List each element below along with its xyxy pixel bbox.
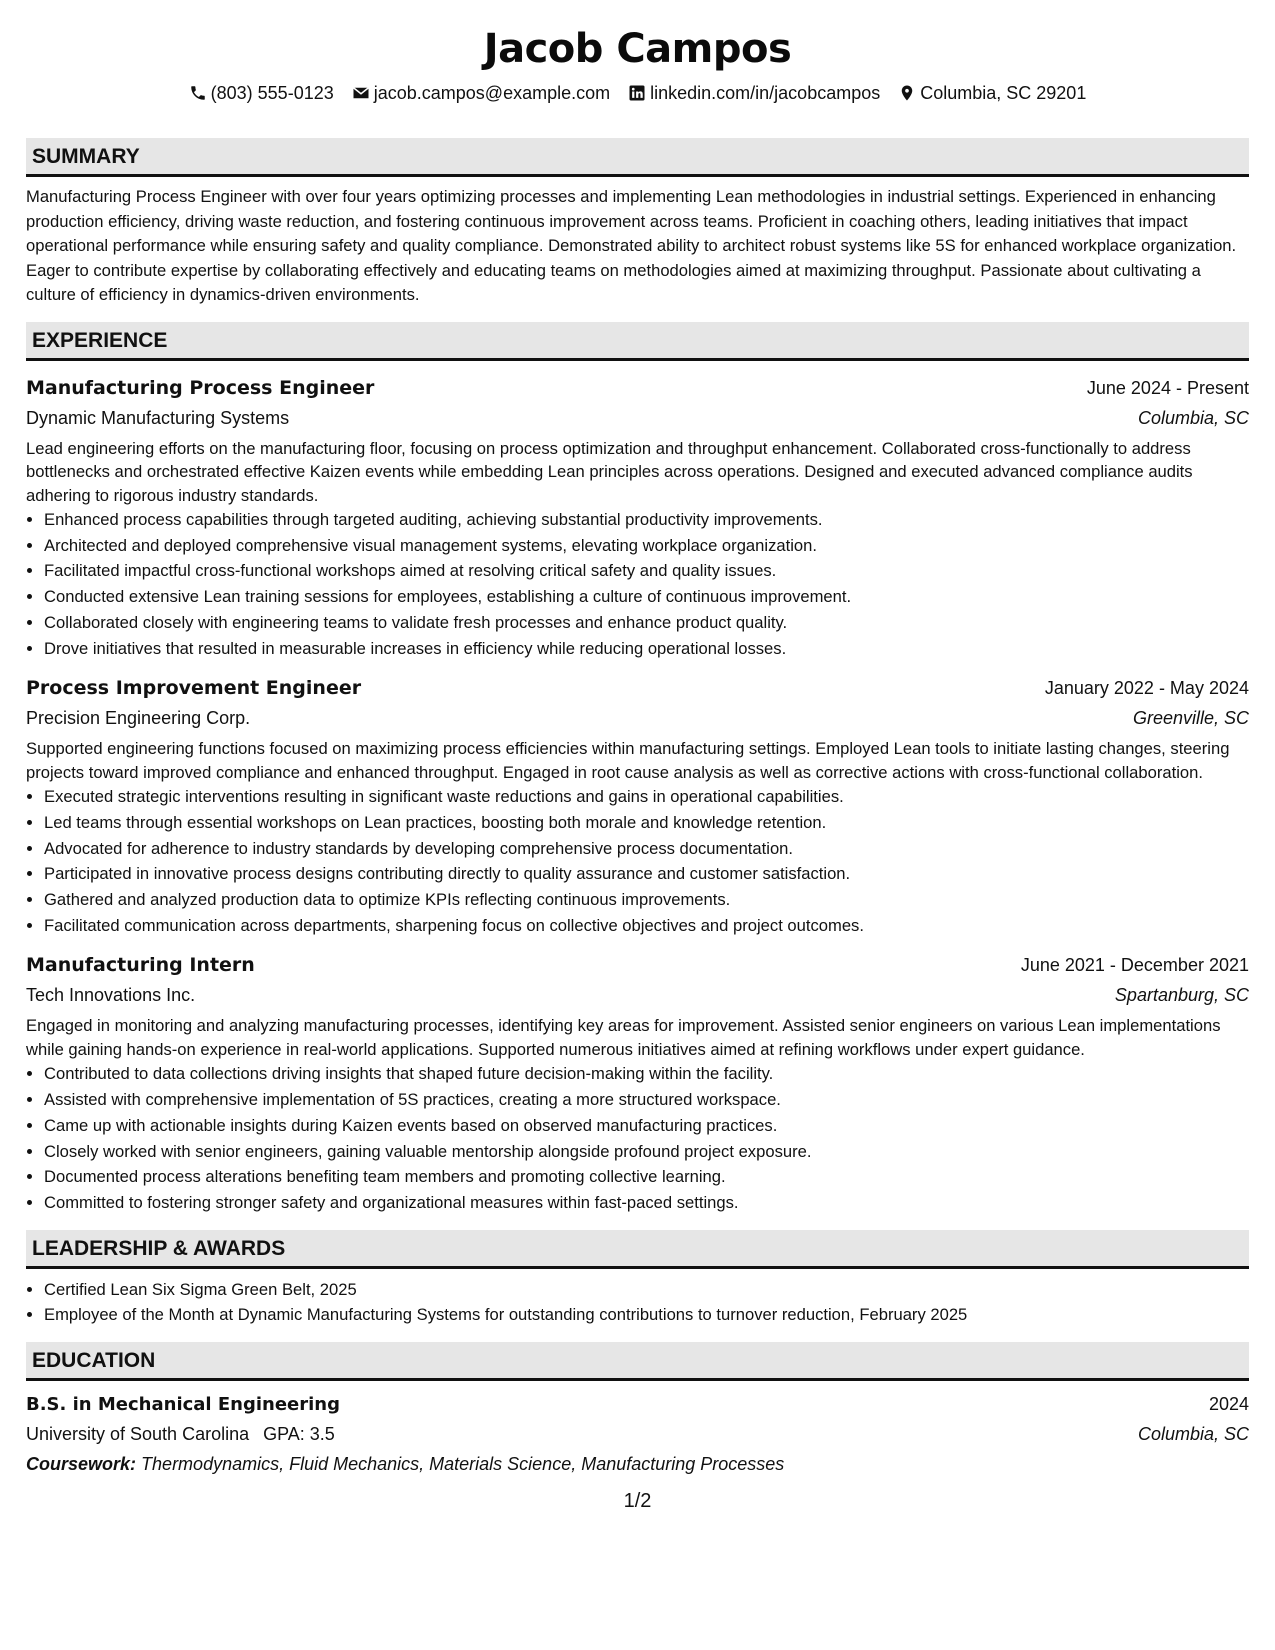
location-text: Columbia, SC 29201: [920, 82, 1087, 103]
list-item: • Facilitated impactful cross-functional workshops aimed at resolving critical safety and quality issues.: [44, 558, 1249, 584]
list-item: • Conducted extensive Lean training sessions for employees, establishing a culture of continuous improvement.: [44, 584, 1249, 610]
phone-icon: [189, 84, 207, 102]
job-bullets: [26, 507, 1249, 661]
education-year: 2024: [1208, 1394, 1249, 1415]
job-bullets: [26, 1061, 1249, 1215]
education-school: University of South Carolina: [26, 1424, 250, 1445]
list-item: • Certified Lean Six Sigma Green Belt, 2025: [44, 1277, 1249, 1303]
job-bullets: [26, 784, 1249, 938]
page-number: 1/2: [623, 1490, 652, 1512]
list-item: • Employee of the Month at Dynamic Manufacturing Systems for outstanding contributions to turnover reduction, February 2025: [44, 1302, 1249, 1328]
job-description: Engaged in monitoring and analyzing manufacturing processes, identifying key areas for improvement. Assisted senior engineers on various Lean implementations while gaining hands-on experience in real-world applications. Supported numerous initiatives aimed at refining workflows under expert guidance.: [26, 1016, 1221, 1059]
leadership-list: [26, 1277, 1249, 1328]
job-title: Manufacturing Intern: [26, 954, 255, 977]
phone-text: (803) 555-0123: [210, 82, 334, 103]
summary-heading: SUMMARY: [26, 138, 1249, 177]
job-description: Supported engineering functions focused on maximizing process efficiencies within manufacturing settings. Employed Lean tools to initiate lasting changes, steering projects toward improved compliance and enhanced throughput. Engaged in root cause analysis as well as corrective actions with cross-functional collaboration.: [26, 739, 1230, 782]
list-item: • Documented process alterations benefiting team members and promoting collective learning.: [44, 1164, 1249, 1190]
leadership-heading: LEADERSHIP & AWARDS: [26, 1230, 1249, 1269]
map-pin-icon: [898, 84, 916, 102]
list-item: • Came up with actionable insights during Kaizen events based on observed manufacturing practices.: [44, 1113, 1249, 1139]
candidate-name: Jacob Campos: [483, 26, 792, 72]
job-location: Spartanburg, SC: [1114, 985, 1249, 1006]
job-dates: June 2024 - Present: [1086, 377, 1249, 398]
job-entry: [26, 950, 1249, 1215]
job-company: Precision Engineering Corp.: [26, 708, 251, 729]
education-heading: EDUCATION: [26, 1342, 1249, 1381]
list-item: • Closely worked with senior engineers, gaining valuable mentorship alongside profound project exposure.: [44, 1139, 1249, 1165]
job-entry: [26, 373, 1249, 662]
list-item: • Facilitated communication across departments, sharpening focus on collective objectives and project outcomes.: [44, 913, 1249, 939]
coursework-label: Coursework:: [26, 1454, 137, 1475]
list-item: • Participated in innovative process designs contributing directly to quality assurance and customer satisfaction.: [44, 861, 1249, 887]
education-school-line: [26, 1419, 335, 1449]
job-dates: June 2021 - December 2021: [1020, 955, 1249, 976]
coursework-list: Thermodynamics, Fluid Mechanics, Materials Science, Manufacturing Processes: [141, 1454, 785, 1475]
list-item: • Executed strategic interventions resulting in significant waste reductions and gains in operational capabilities.: [44, 784, 1249, 810]
contact-location: [898, 83, 1086, 104]
job-description: Lead engineering efforts on the manufacturing floor, focusing on process optimization and throughput enhancement. Collaborated cross-functionally to address bottlenecks and orchestrated effective Kaizen events while embedding Lean principles across operations. Designed and executed advanced compliance audits adhering to rigorous industry standards.: [26, 438, 1193, 505]
list-item: • Enhanced process capabilities through targeted auditing, achieving substantial productivity improvements.: [44, 507, 1249, 533]
education-coursework: [26, 1449, 1249, 1479]
contact-bar: [26, 78, 1249, 108]
job-entry: [26, 673, 1249, 938]
job-title: Manufacturing Process Engineer: [26, 376, 375, 399]
experience-heading: EXPERIENCE: [26, 322, 1249, 361]
education-degree: B.S. in Mechanical Engineering: [26, 1394, 341, 1416]
resume-page: [26, 0, 1249, 1479]
list-item: • Contributed to data collections driving insights that shaped future decision-making within the facility.: [44, 1061, 1249, 1087]
job-location: Columbia, SC: [1137, 407, 1249, 428]
education-location: Columbia, SC: [1137, 1424, 1249, 1445]
list-item: • Advocated for adherence to industry standards by developing comprehensive process documentation.: [44, 836, 1249, 862]
job-location: Greenville, SC: [1132, 708, 1249, 729]
list-item: • Led teams through essential workshops on Lean practices, boosting both morale and knowledge retention.: [44, 810, 1249, 836]
envelope-icon: [352, 84, 370, 102]
job-title: Process Improvement Engineer: [26, 677, 362, 700]
list-item: • Architected and deployed comprehensive visual management systems, elevating workplace organization.: [44, 533, 1249, 559]
contact-linkedin[interactable]: [628, 83, 880, 104]
list-item: • Gathered and analyzed production data to optimize KPIs reflecting continuous improvements.: [44, 887, 1249, 913]
list-item: • Assisted with comprehensive implementation of 5S practices, creating a more structured workspace.: [44, 1087, 1249, 1113]
contact-phone[interactable]: [189, 83, 334, 104]
linkedin-text: linkedin.com/in/jacobcampos: [650, 82, 881, 103]
email-text: jacob.campos@example.com: [373, 82, 611, 103]
education-gpa: GPA: 3.5: [263, 1424, 335, 1445]
job-company: Tech Innovations Inc.: [26, 985, 196, 1006]
job-company: Dynamic Manufacturing Systems: [26, 407, 290, 428]
job-dates: January 2022 - May 2024: [1044, 678, 1249, 699]
list-item: • Collaborated closely with engineering teams to validate fresh processes and enhance product quality.: [44, 610, 1249, 636]
contact-email[interactable]: [352, 83, 610, 104]
linkedin-icon: [628, 84, 646, 102]
summary-text: Manufacturing Process Engineer with over four years optimizing processes and implementing Lean methodologies in industrial settings. Experienced in enhancing production efficiency, driving waste reduction, and fostering continuous improvement across teams. Proficient in coaching others, leading initiatives that impact operational performance while ensuring safety and quality compliance. Demonstrated ability to architect robust systems like 5S for enhanced workplace organization. Eager to contribute expertise by collaborating effectively and educating teams on methodologies aimed at maximizing throughput. Passionate about cultivating a culture of efficiency in dynamics-driven environments.: [26, 187, 1237, 304]
list-item: • Committed to fostering stronger safety and organizational measures within fast-paced settings.: [44, 1190, 1249, 1216]
list-item: • Drove initiatives that resulted in measurable increases in efficiency while reducing operational losses.: [44, 636, 1249, 662]
